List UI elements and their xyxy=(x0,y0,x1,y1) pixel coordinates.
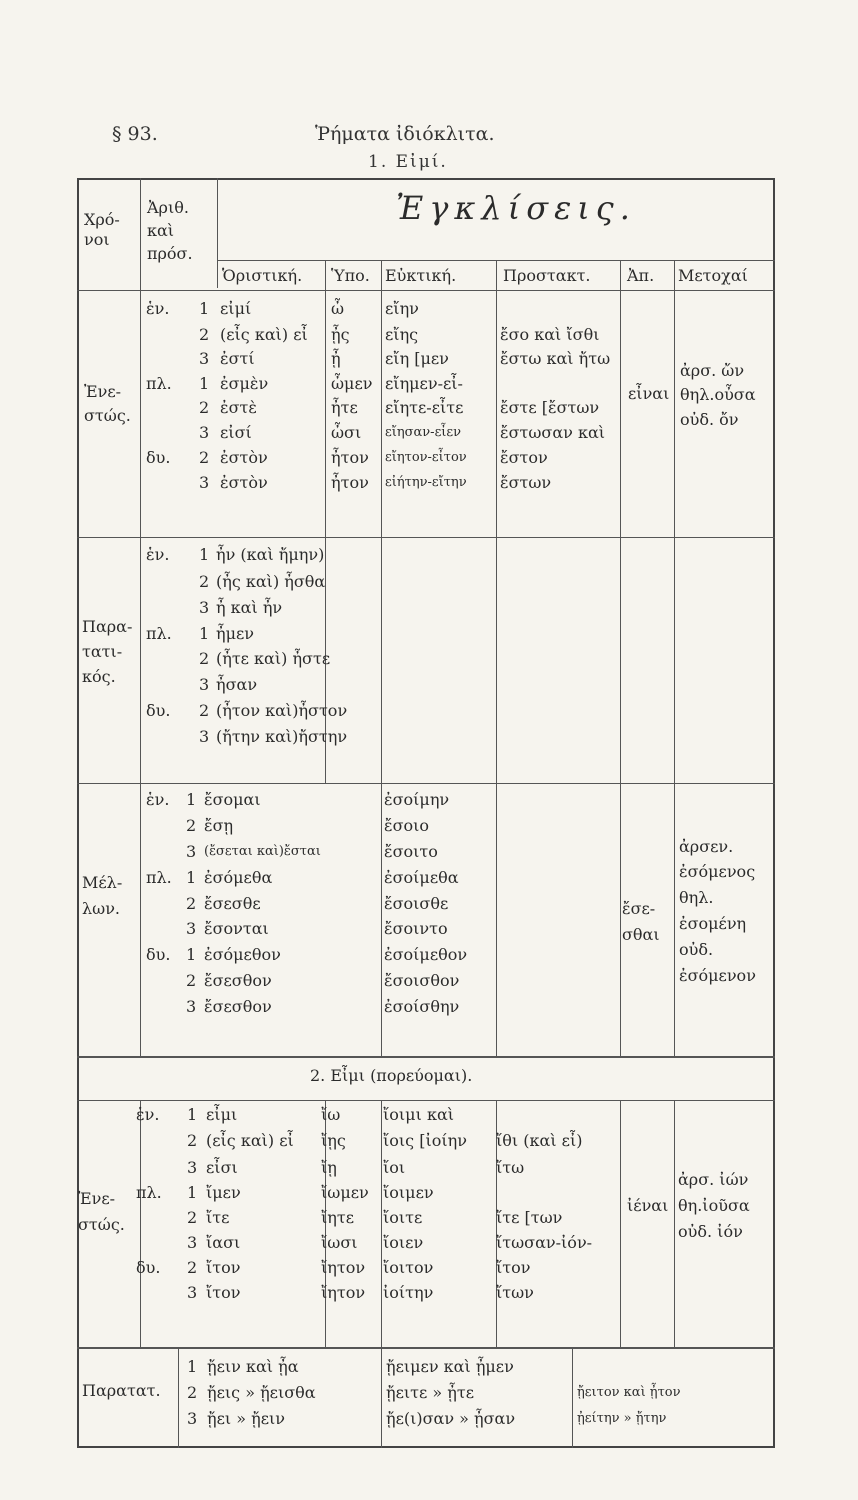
person-number: 2 xyxy=(199,448,210,467)
optative-form: ἔσοιο xyxy=(384,816,430,835)
imperative-form: ἴτω xyxy=(496,1158,525,1177)
imperfect-form: ᾔεις » ᾔεισθα xyxy=(207,1383,316,1402)
header-indicative: Ὁριστική. xyxy=(222,266,303,285)
person-number: 1 xyxy=(187,1105,198,1124)
person-number: 2 xyxy=(187,1208,198,1227)
imperative-form: ἴτον xyxy=(496,1258,531,1277)
indicative-form: ἐσμὲν xyxy=(220,374,269,393)
subjunctive-form: ᾖς xyxy=(331,325,350,344)
indicative-form: (ἔσεται καὶ)ἔσται xyxy=(204,844,321,859)
divider xyxy=(77,783,775,784)
optative-form: ἐσοίσθην xyxy=(384,997,460,1016)
person-number: 2 xyxy=(187,1258,198,1277)
imperative-form: ἔστον xyxy=(500,448,548,467)
imperative-form: ἔστε [ἔστων xyxy=(500,398,600,417)
participle-form: ἐσομένη xyxy=(679,914,747,933)
divider xyxy=(381,260,382,1056)
infinitive-form: ἔσε- σθαι xyxy=(622,899,660,944)
tense-label: Παρατατ. xyxy=(82,1381,161,1400)
indicative-form: εἰσί xyxy=(220,423,252,442)
indicative-form: εἶσι xyxy=(206,1158,238,1177)
person-number: 3 xyxy=(199,675,210,694)
optative-form: ἴοιμεν xyxy=(383,1183,434,1202)
divider xyxy=(381,1347,382,1448)
header-subjunctive: Ὑπο. xyxy=(331,266,370,285)
person-number: 3 xyxy=(199,598,210,617)
optative-form: ἴοιμι καὶ xyxy=(383,1105,455,1124)
optative-form: ἴοις [ἰοίην xyxy=(383,1131,467,1150)
header-participle: Μετοχαί xyxy=(678,266,748,285)
optative-form: ἔσοιντο xyxy=(384,919,448,938)
person-number: 3 xyxy=(187,1158,198,1177)
header-moods: Ἐγκλίσεις. xyxy=(396,189,636,227)
subjunctive-form: ἴωσι xyxy=(321,1233,358,1252)
subjunctive-form: ἦτε xyxy=(331,398,358,417)
subjunctive-form: ἴητον xyxy=(321,1283,366,1302)
indicative-form: ἔσῃ xyxy=(204,816,234,835)
participle-form: ἀρσεν. xyxy=(679,837,734,856)
person-number: 1 xyxy=(199,545,210,564)
infinitive-form: ἰέναι xyxy=(627,1196,669,1215)
number-label: δυ. xyxy=(146,701,171,720)
participle-form: θηλ. xyxy=(679,888,714,907)
person-number: 3 xyxy=(199,423,210,442)
header-infinitive: Ἀπ. xyxy=(627,266,655,285)
subjunctive-form: ὦσι xyxy=(331,423,362,442)
optative-form: ἐσοίμην xyxy=(384,790,450,809)
person-number: 2 xyxy=(187,1131,198,1150)
person-number: 3 xyxy=(187,1233,198,1252)
divider xyxy=(674,1100,675,1347)
optative-form: εἴητε-εἶτε xyxy=(385,398,464,417)
divider xyxy=(178,1347,179,1448)
person-number: 3 xyxy=(187,1283,198,1302)
indicative-form: ἔσομαι xyxy=(204,790,261,809)
indicative-form: ἴτον xyxy=(206,1283,241,1302)
header-number-person: Ἀριθ. καὶ πρόσ. xyxy=(147,198,193,263)
indicative-form: (ἤτην καὶ)ἤστην xyxy=(216,727,348,746)
person-number: 3 xyxy=(187,1409,198,1428)
imperfect-form: ᾔειν καὶ ᾖα xyxy=(207,1357,299,1376)
optative-form: ἰοίτην xyxy=(383,1283,434,1302)
optative-form: ἴοι xyxy=(383,1158,406,1177)
imperative-form: ἔστων xyxy=(500,473,552,492)
indicative-form: (ἦτε καὶ) ἦστε xyxy=(216,649,331,668)
imperative-form: ἴτων xyxy=(496,1283,534,1302)
subjunctive-form: ἴωμεν xyxy=(321,1183,369,1202)
divider xyxy=(381,1100,382,1347)
optative-form: ἐσοίμεθα xyxy=(384,868,459,887)
participle-form: οὐδ. xyxy=(679,940,714,959)
optative-form: ἔσοισθε xyxy=(384,894,449,913)
indicative-form: ἴτον xyxy=(206,1258,241,1277)
divider xyxy=(572,1347,573,1448)
tense-label: Ἐνε- στώς. xyxy=(84,382,131,425)
imperfect-form: ᾔειτον καὶ ᾖτον xyxy=(577,1385,681,1400)
indicative-form: ἦν (καὶ ἤμην) xyxy=(216,545,325,564)
indicative-form: ἔσεσθον xyxy=(204,971,272,990)
indicative-form: ἐστὸν xyxy=(220,448,268,467)
divider xyxy=(140,1100,141,1347)
header-optative: Εὐκτική. xyxy=(385,266,457,285)
imperative-form: ἴθι (καὶ εἶ) xyxy=(496,1131,583,1150)
indicative-form: ἐσόμεθον xyxy=(204,945,281,964)
tense-label: Ἐνε- στώς. xyxy=(78,1189,125,1234)
person-number: 3 xyxy=(186,997,197,1016)
person-number: 3 xyxy=(199,727,210,746)
section-title: 2. Εἶμι (πορεύομαι). xyxy=(310,1066,473,1085)
subjunctive-form: ἴητον xyxy=(321,1258,366,1277)
person-number: 2 xyxy=(199,572,210,591)
divider xyxy=(217,178,218,288)
person-number: 2 xyxy=(186,971,197,990)
indicative-form: ἦμεν xyxy=(216,624,254,643)
imperfect-form: ᾔει » ᾔειν xyxy=(207,1409,285,1428)
number-label: δυ. xyxy=(146,945,171,964)
subjunctive-form: ἦτον xyxy=(331,473,369,492)
number-label: ἑν. xyxy=(146,299,170,318)
indicative-form: ἐστί xyxy=(220,349,255,368)
number-label: ἑν. xyxy=(146,790,170,809)
divider xyxy=(496,260,497,1056)
divider xyxy=(620,1100,621,1347)
person-number: 3 xyxy=(199,349,210,368)
optative-form: ἔσοισθον xyxy=(384,971,460,990)
person-number: 2 xyxy=(199,398,210,417)
divider xyxy=(77,290,775,291)
subjunctive-form: ἴω xyxy=(321,1105,341,1124)
person-number: 1 xyxy=(187,1357,198,1376)
number-label: δυ. xyxy=(136,1258,161,1277)
subjunctive-form: ᾖ xyxy=(331,349,341,368)
subjunctive-form: ἴητε xyxy=(321,1208,354,1227)
indicative-form: (εἶς καὶ) εἶ xyxy=(206,1131,294,1150)
optative-form: εἴης xyxy=(385,325,419,344)
optative-form: ἔσοιτο xyxy=(384,842,438,861)
divider xyxy=(620,260,621,1056)
subjunctive-form: ἦτον xyxy=(331,448,369,467)
imperative-form: ἔστωσαν καὶ xyxy=(500,423,606,442)
section-number: § 93. xyxy=(112,123,158,145)
participle-form: ἐσόμενος xyxy=(679,862,756,881)
indicative-form: ἐσόμεθα xyxy=(204,868,273,887)
person-number: 1 xyxy=(186,945,197,964)
person-number: 2 xyxy=(187,1383,198,1402)
optative-form: ἴοιτε xyxy=(383,1208,423,1227)
number-label: πλ. xyxy=(146,624,172,643)
number-label: ἑν. xyxy=(136,1105,160,1124)
participle-form: ἀρσ. ἰών xyxy=(678,1170,749,1189)
indicative-form: ἔσεσθον xyxy=(204,997,272,1016)
divider xyxy=(140,178,141,1056)
indicative-form: ἐστὸν xyxy=(220,473,268,492)
page-subtitle: 1. Εἰμί. xyxy=(368,152,448,172)
imperative-form: ἴτωσαν-ἰόν- xyxy=(496,1233,593,1252)
indicative-form: (εἶς καὶ) εἶ xyxy=(220,325,308,344)
tense-label: Μέλ- λων. xyxy=(82,873,123,918)
indicative-form: ἴασι xyxy=(206,1233,241,1252)
person-number: 3 xyxy=(186,919,197,938)
tense-label: Παρα- τατι- κός. xyxy=(82,617,133,686)
number-label: ἑν. xyxy=(146,545,170,564)
person-number: 2 xyxy=(199,649,210,668)
person-number: 1 xyxy=(186,790,197,809)
indicative-form: ἔσονται xyxy=(204,919,269,938)
participle-form: οὐδ. ἰόν xyxy=(678,1222,743,1241)
optative-form: εἴη [μεν xyxy=(385,349,449,368)
optative-form: εἴημεν-εἶ- xyxy=(385,374,463,393)
subjunctive-form: ἴῃς xyxy=(321,1131,346,1150)
person-number: 1 xyxy=(186,868,197,887)
participle-form: θη.ἰοῦσα xyxy=(678,1196,750,1215)
optative-form: εἴητον-εἶτον xyxy=(385,450,467,465)
person-number: 1 xyxy=(199,374,210,393)
participle-form: ἀρσ. ὤν xyxy=(680,361,745,380)
number-label: πλ. xyxy=(146,374,172,393)
divider xyxy=(77,1100,775,1101)
indicative-form: (ἦς καὶ) ἦσθα xyxy=(216,572,326,591)
participle-form: ἐσόμενον xyxy=(679,966,756,985)
subjunctive-form: ὦμεν xyxy=(331,374,373,393)
person-number: 2 xyxy=(199,325,210,344)
participle-form: θηλ.οὖσα xyxy=(680,385,756,404)
indicative-form: εἰμί xyxy=(220,299,252,318)
indicative-form: (ἦτον καὶ)ἦστον xyxy=(216,701,348,720)
imperfect-form: ᾔειτε » ᾖτε xyxy=(386,1383,474,1402)
optative-form: εἰήτην-εἴτην xyxy=(385,475,467,490)
indicative-form: ἴμεν xyxy=(206,1183,241,1202)
indicative-form: ἴτε xyxy=(206,1208,230,1227)
number-label: δυ. xyxy=(146,448,171,467)
imperative-form: ἔσο καὶ ἴσθι xyxy=(500,325,600,344)
person-number: 3 xyxy=(199,473,210,492)
indicative-form: ἔσεσθε xyxy=(204,894,261,913)
subjunctive-form: ὦ xyxy=(331,299,345,318)
indicative-form: ἦσαν xyxy=(216,675,258,694)
participle-form: οὐδ. ὄν xyxy=(680,410,739,429)
page-title: Ῥήματα ἰδιόκλιτα. xyxy=(315,123,495,145)
imperfect-form: ᾐείτην » ᾔτην xyxy=(577,1411,667,1426)
number-label: πλ. xyxy=(136,1183,162,1202)
optative-form: εἴησαν-εἶεν xyxy=(385,425,462,440)
optative-form: ἐσοίμεθον xyxy=(384,945,468,964)
indicative-form: εἶμι xyxy=(206,1105,238,1124)
subjunctive-form: ἴῃ xyxy=(321,1158,337,1177)
person-number: 1 xyxy=(199,299,210,318)
indicative-form: ἐστὲ xyxy=(220,398,257,417)
indicative-form: ἦ καὶ ἦν xyxy=(216,598,283,617)
header-tenses: Χρό- νοι xyxy=(84,210,120,249)
person-number: 1 xyxy=(199,624,210,643)
person-number: 2 xyxy=(186,894,197,913)
optative-form: ἴοιεν xyxy=(383,1233,424,1252)
divider xyxy=(77,537,775,538)
number-label: πλ. xyxy=(146,868,172,887)
divider xyxy=(674,260,675,1056)
imperfect-form: ᾔε(ι)σαν » ᾖσαν xyxy=(386,1409,516,1428)
imperative-form: ἴτε [των xyxy=(496,1208,563,1227)
optative-form: ἴοιτον xyxy=(383,1258,434,1277)
person-number: 2 xyxy=(199,701,210,720)
divider xyxy=(77,1056,775,1058)
imperfect-form: ᾔειμεν καὶ ᾖμεν xyxy=(386,1357,514,1376)
optative-form: εἴην xyxy=(385,299,419,318)
person-number: 3 xyxy=(186,842,197,861)
divider xyxy=(77,1347,775,1349)
header-imperative: Προστακτ. xyxy=(503,266,591,285)
person-number: 2 xyxy=(186,816,197,835)
imperative-form: ἔστω καὶ ἤτω xyxy=(500,349,611,368)
infinitive-form: εἶναι xyxy=(628,384,670,403)
person-number: 1 xyxy=(187,1183,198,1202)
